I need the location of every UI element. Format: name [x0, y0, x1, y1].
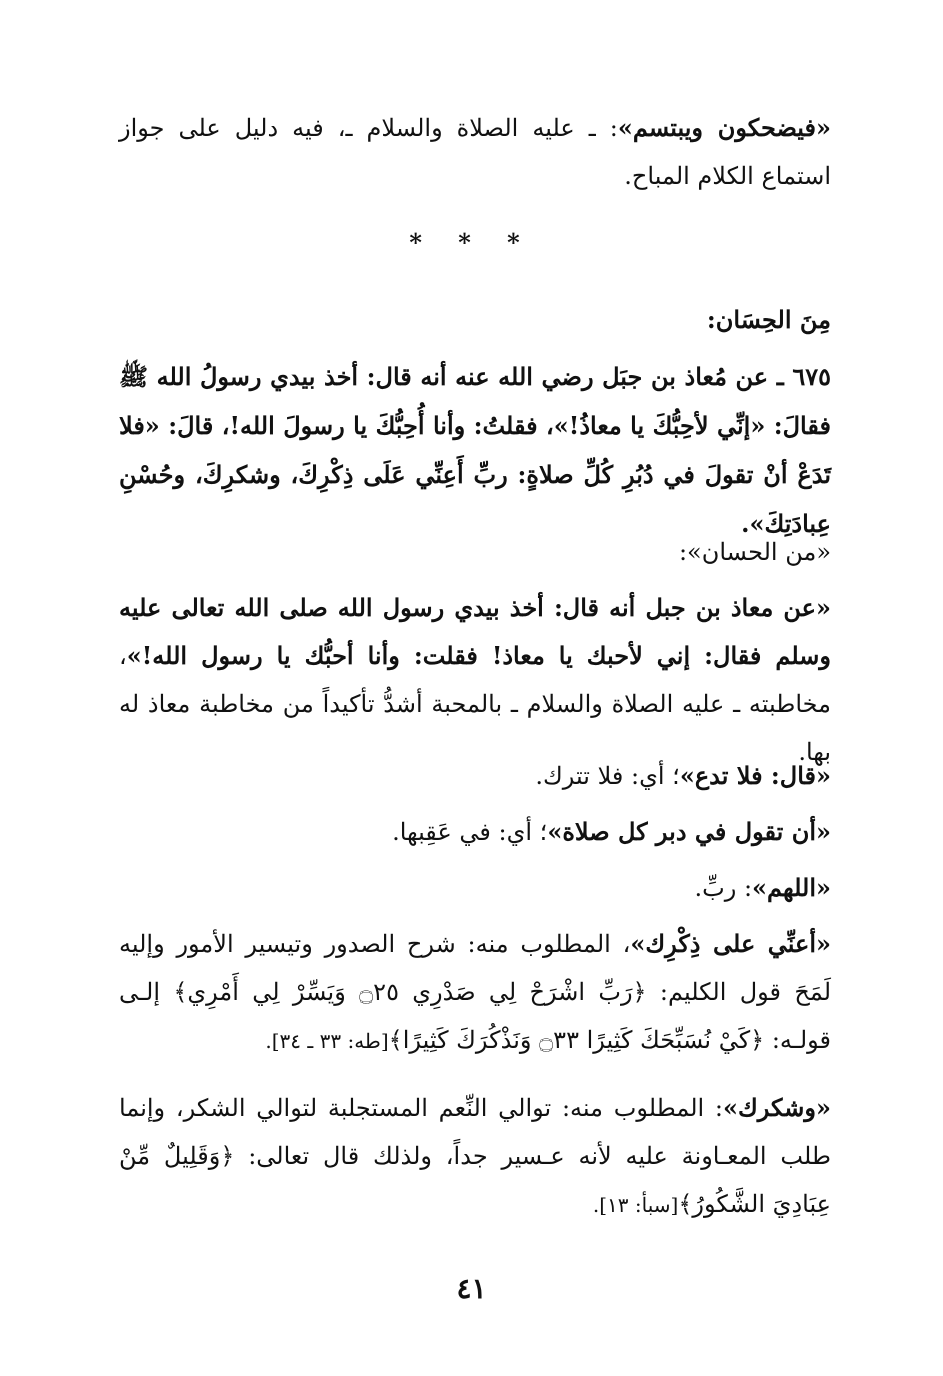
paragraph-text: ؛ أي: فلا تترك.	[535, 762, 680, 790]
paragraph-3: «من الحسان»:	[678, 538, 831, 566]
paragraph-5	[119, 752, 831, 800]
paragraph-text: : ـ عليه الصلاة والسلام ـ، فيه دليل على جواز استماع الكلام المباح.	[119, 114, 831, 190]
quoted-phrase: «عن معاذ بن جبل أنه قال: أخذ بيدي رسول الله صلى الله تعالى عليه وسلم فقال: إني لأحبك يا معاذ! فقلت: وأنا أحبُّك يا رسول الله!»	[119, 593, 831, 670]
quoted-phrase: «اللهم»	[752, 873, 831, 902]
paragraph-7	[119, 864, 831, 912]
page-number: ٤١	[456, 1272, 487, 1305]
hadith-675: ٦٧٥ ـ عن مُعاذ بن جبَل رضي الله عنه أنه قال: أخذ بيدي رسولُ الله ﷺ فقالَ: «إنِّي لأحِبُّكَ يا معاذُ!»، فقلتُ: وأنا أُحِبُّكَ يا رسولَ الله!، قالَ: «فلا تَدَعْ أنْ تقولَ في دُبُرِ كُلِّ صلاةٍ: ربِّ أَعِنِّي عَلَى ذِكْرِكَ، وشكرِكَ، وحُسْنِ عِبادَتِكَ».	[119, 362, 831, 538]
paragraph-text: : ربِّ.	[694, 874, 753, 902]
verse-reference: [طه: ٣٣ ـ ٣٤].	[265, 1029, 389, 1053]
quoted-phrase: «وشكرك»	[723, 1093, 831, 1122]
paragraph-text: ؛ أي: في عَقِبها.	[392, 818, 548, 846]
quoted-phrase: «قال: فلا تدع»	[679, 761, 831, 790]
paragraph-6	[119, 808, 831, 856]
section-heading: مِنَ الحِسَان:	[706, 305, 831, 334]
quoted-phrase: «أن تقول في دبر كل صلاة»	[547, 817, 831, 846]
paragraph-4	[119, 584, 831, 776]
paragraph-text: ، مخاطبته ـ عليه الصلاة والسلام ـ بالمحبة أشدُّ تأكيداً من مخاطبة معاذ له بها.	[119, 642, 831, 766]
verse-reference: [سبأ: ١٣].	[592, 1193, 679, 1217]
paragraph-text: : المطلوب منه: توالي النِّعم المستجلبة لتوالي الشكر، وإنما طلب المعـاونة عليه لأنه عـسير جداً، ولذلك قال تعالى: ﴿وَقَلِيلٌ مِّنْ عِبَادِيَ الشَّكُورُ﴾	[119, 1094, 831, 1218]
quoted-phrase: «أعنِّي على ذِكْرِك»	[630, 929, 831, 958]
paragraph-text: ، المطلوب منه: شرح الصدور وتيسير الأمور وإليه لَمَحَ قول الكليم: ﴿رَبِّ اشْرَحْ لِي صَدْرِي ۝٢٥ وَيَسِّرْ لِي أَمْرِي﴾ إلـى قولـه: ﴿كَيْ نُسَبِّحَكَ كَثِيرًا ۝٣٣ وَنَذْكُرَكَ كَثِيرًا﴾	[119, 930, 832, 1054]
quoted-phrase: «فيضحكون ويبتسم»	[617, 113, 831, 142]
section-separator: * * *	[409, 228, 534, 257]
paragraph-8	[119, 920, 831, 1065]
paragraph-9	[119, 1084, 831, 1229]
paragraph-1	[119, 104, 831, 200]
